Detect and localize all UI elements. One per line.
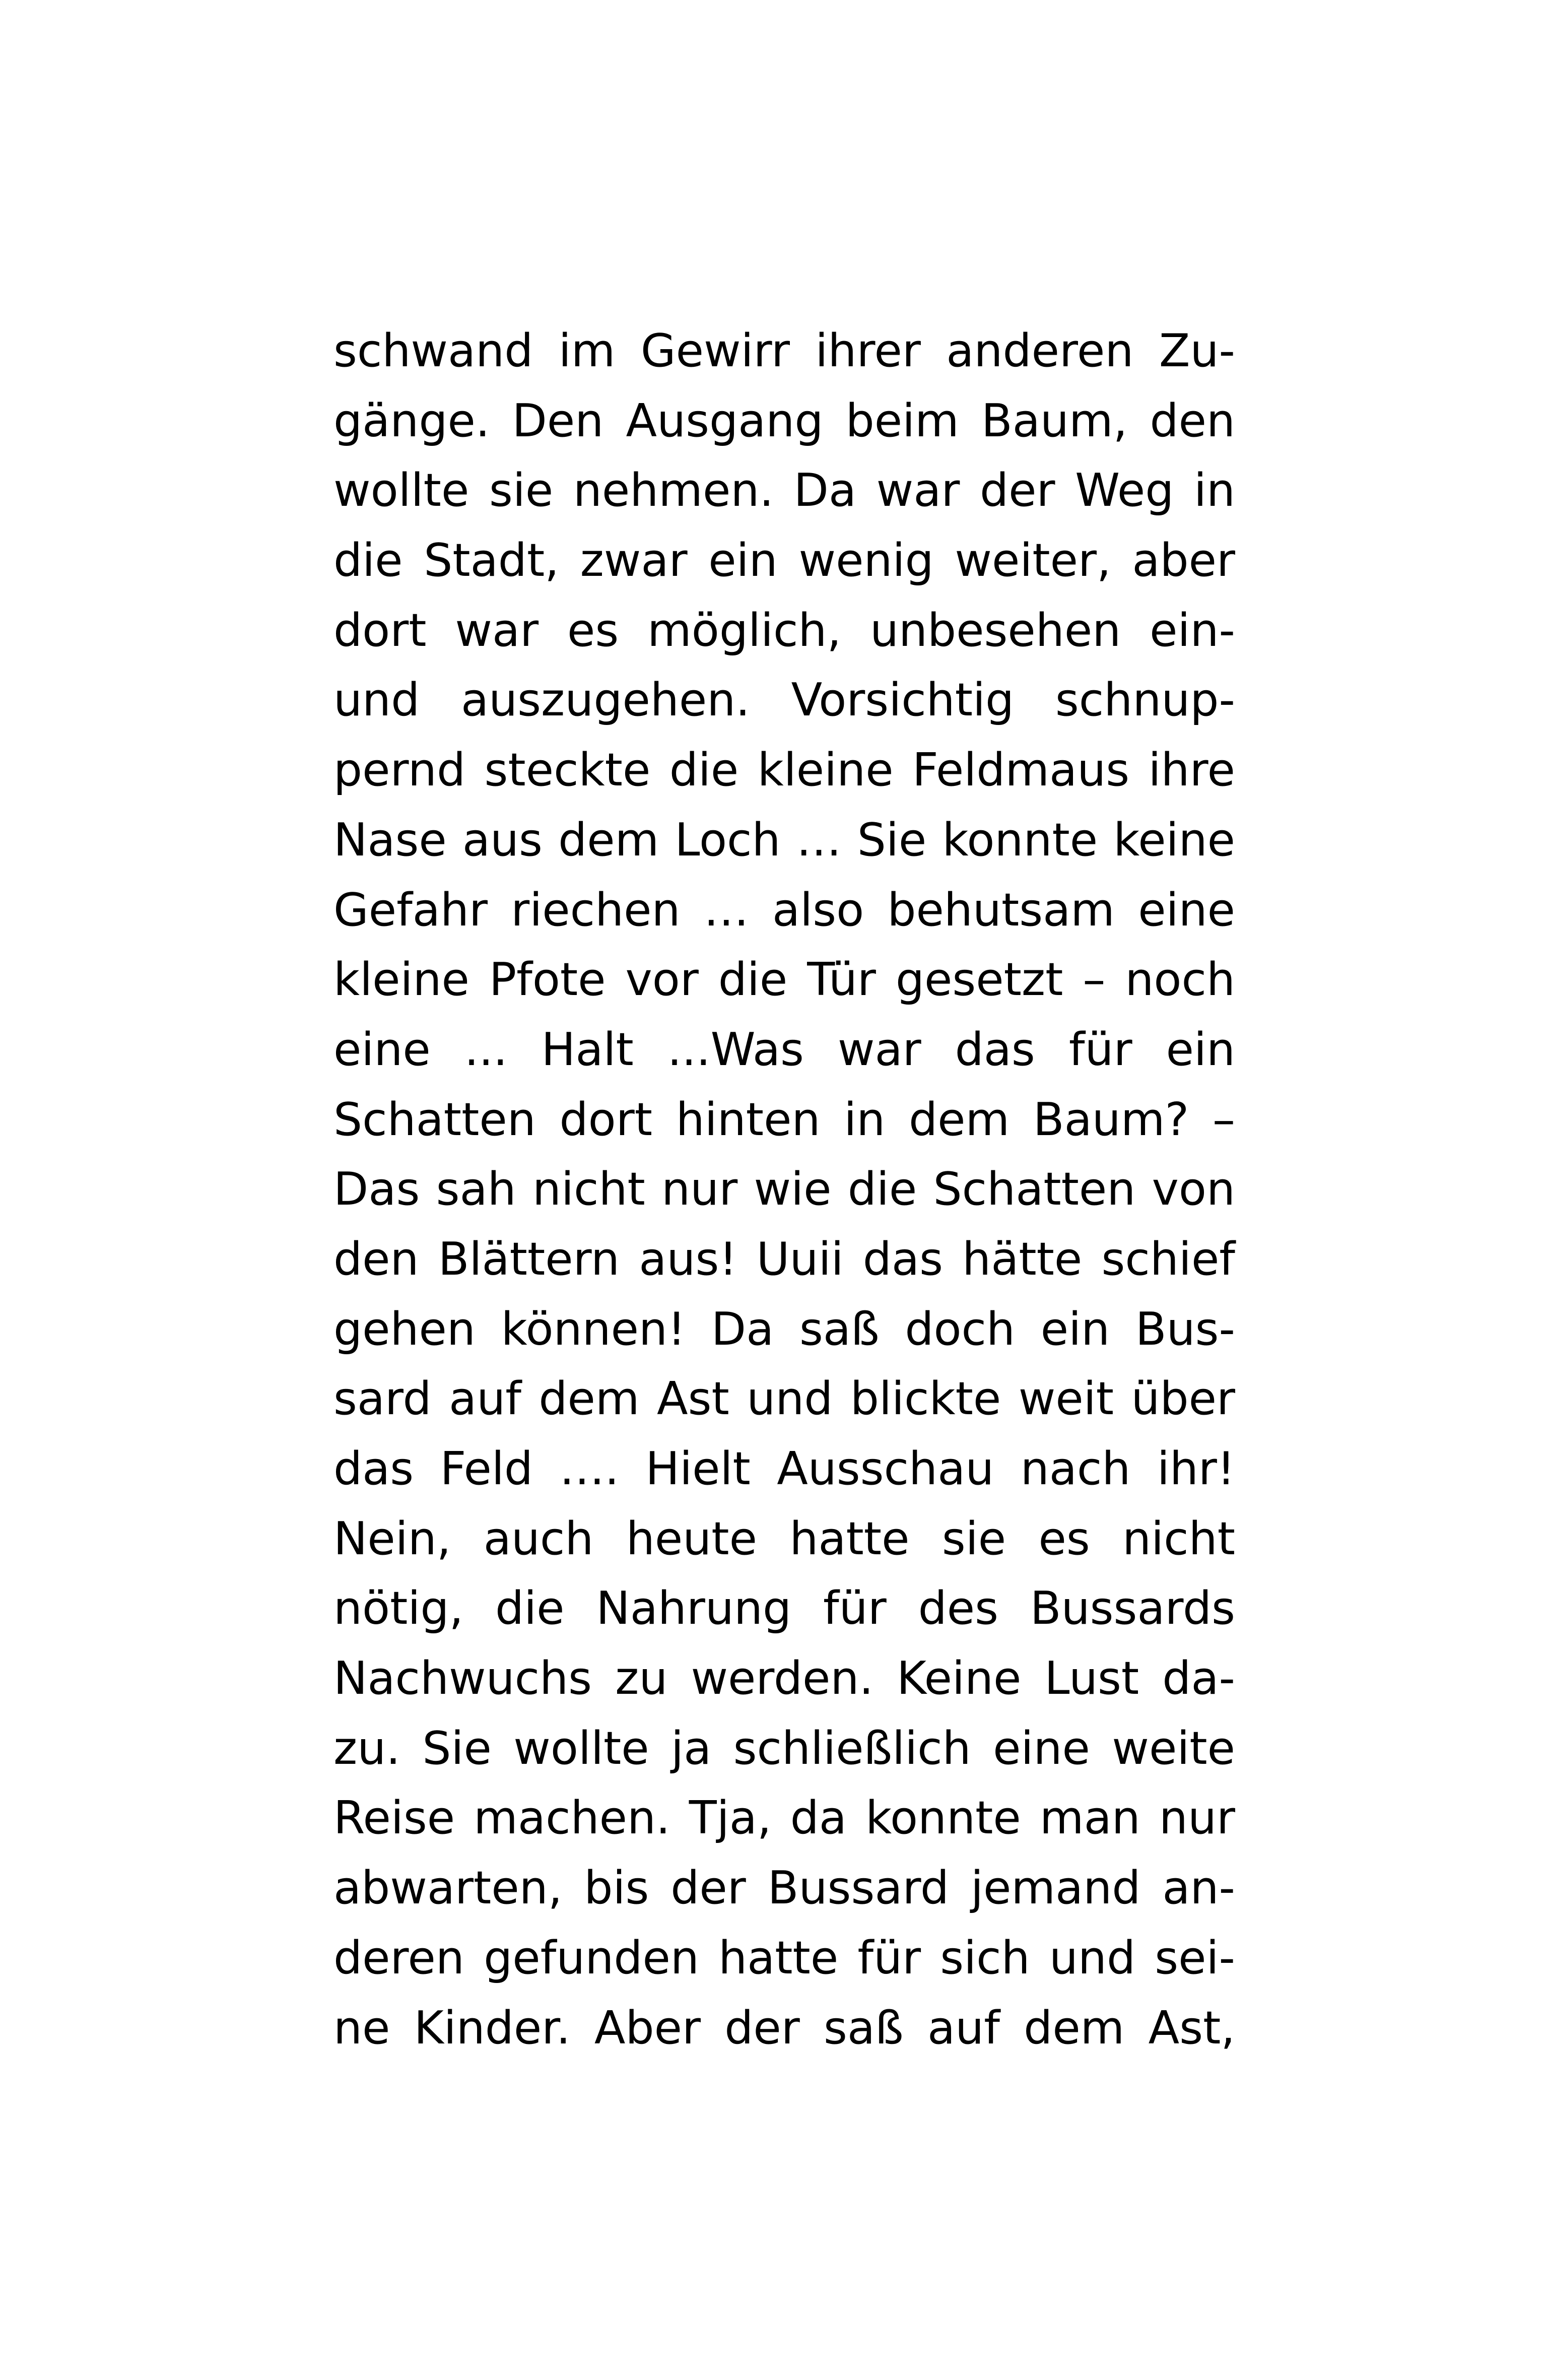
text-line: nötig, die Nahrung für des Bussards [333, 1582, 1235, 1635]
text-line: die Stadt, zwar ein wenig weiter, aber [333, 534, 1235, 587]
body-text [333, 316, 1235, 2063]
text-line: Gefahr riechen … also behutsam eine [333, 883, 1235, 937]
text-line: ne Kinder. Aber der saß auf dem Ast, [333, 2001, 1235, 2055]
text-line: dort war es möglich, unbesehen ein- [333, 604, 1235, 657]
text-line: gänge. Den Ausgang beim Baum, den [333, 394, 1235, 447]
text-line: deren gefunden hatte für sich und sei- [333, 1931, 1235, 1985]
text-line: Reise machen. Tja, da konnte man nur [333, 1792, 1235, 1845]
text-line: pernd steckte die kleine Feldmaus ihre [333, 744, 1235, 797]
text-line: und auszugehen. Vorsichtig schnup- [333, 674, 1235, 727]
text-line: eine ... Halt ...Was war das für ein [333, 1023, 1235, 1076]
text-line: gehen können! Da saß doch ein Bus- [333, 1302, 1235, 1356]
text-line: Das sah nicht nur wie die Schatten von [333, 1163, 1235, 1216]
text-line: Nase aus dem Loch … Sie konnte keine [333, 813, 1235, 867]
text-line: Nein, auch heute hatte sie es nicht [333, 1512, 1235, 1565]
text-line: Schatten dort hinten in dem Baum? – [333, 1093, 1235, 1146]
text-line: wollte sie nehmen. Da war der Weg in [333, 464, 1235, 517]
text-line: schwand im Gewirr ihrer anderen Zu- [333, 324, 1235, 377]
text-line: abwarten, bis der Bussard jemand an- [333, 1862, 1235, 1915]
text-line: Nachwuchs zu werden. Keine Lust da- [333, 1652, 1235, 1705]
text-line: zu. Sie wollte ja schließlich eine weite [333, 1722, 1235, 1775]
text-line: das Feld …. Hielt Ausschau nach ihr! [333, 1442, 1235, 1495]
text-line: sard auf dem Ast und blickte weit über [333, 1372, 1235, 1426]
text-line: den Blättern aus! Uuii das hätte schief [333, 1232, 1235, 1286]
text-line: kleine Pfote vor die Tür gesetzt – noch [333, 953, 1235, 1007]
